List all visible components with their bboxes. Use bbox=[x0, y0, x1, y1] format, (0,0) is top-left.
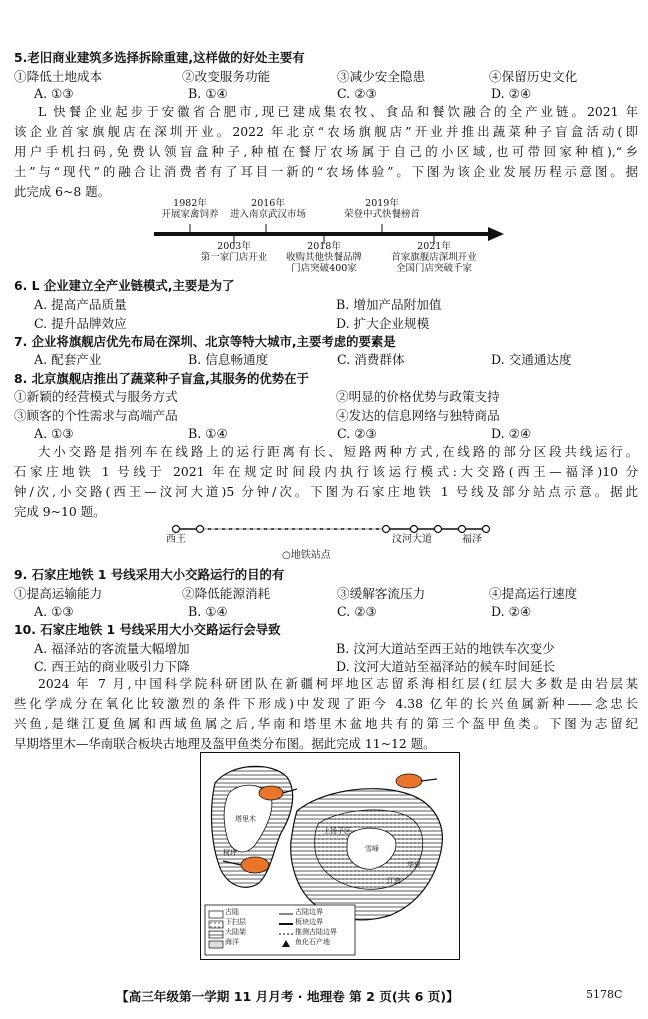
q8-options-row2 bbox=[14, 406, 638, 425]
map-legend-labels bbox=[225, 907, 365, 955]
legend-swatch-ocean bbox=[209, 941, 223, 948]
station-wenhe-avenue: 汶河大道 bbox=[392, 534, 432, 545]
timeline-year: 2021年 bbox=[417, 241, 451, 252]
q10-choice-a: A. 福泽站的客流量大幅增加 bbox=[34, 641, 190, 656]
timeline-event-text: 荣登中式快餐榜首 bbox=[343, 209, 420, 220]
passage-3-line: 些化学成分在氧化比较激烈的条件下形成)中发现了距今 4.38 亿年的长兴鱼属新种——念忠长 bbox=[14, 696, 638, 711]
q6-choices-row1 bbox=[14, 295, 638, 314]
q5-choice-b: B. ①④ bbox=[188, 86, 228, 101]
q7-choice-d: D. 交通通达度 bbox=[491, 352, 572, 367]
timeline-year: 2019年 bbox=[365, 198, 399, 209]
q10-choice-d: D. 汶河大道站至福泽站的候车时间延长 bbox=[336, 659, 556, 674]
q8-choices bbox=[14, 424, 638, 443]
timeline-event-2003 bbox=[194, 241, 274, 263]
q6-choice-c: C. 提升品牌效应 bbox=[34, 316, 127, 331]
passage-1-line: L 快餐企业起步于安徽省合肥市,现已建成集农牧、食品和餐饮融合的全产业链。2021 年 bbox=[38, 104, 638, 119]
legend-label-shelf: 大陆架 bbox=[225, 928, 246, 936]
q8-option-2: ②明显的价格优势与政策支持 bbox=[336, 389, 500, 404]
company-timeline-figure bbox=[150, 196, 510, 274]
metro-line-figure bbox=[164, 520, 494, 566]
passage-1-line: 该企业首家旗舰店在深圳开业。2022 年北京“农场旗舰店”开业并推出蔬菜种子盲盒活动(即 bbox=[14, 124, 638, 139]
timeline-year: 2018年 bbox=[307, 241, 341, 252]
q10-choice-c: C. 西王站的商业吸引力下降 bbox=[34, 659, 190, 674]
q5-choice-d: D. ②④ bbox=[491, 86, 532, 101]
timeline-event-text: 全国门店突破千家 bbox=[395, 263, 472, 274]
q5-stem: 5.老旧商业建筑多选择拆除重建,这样做的好处主要有 bbox=[14, 50, 305, 65]
passage-1-line: 土”与“现代”的融合让消费者有了耳目一新的“农场体验”。下图为该企业发展历程示意图。据 bbox=[14, 164, 638, 179]
q6-choice-b: B. 增加产品附加值 bbox=[336, 297, 442, 312]
passage-1 bbox=[14, 102, 638, 202]
timeline-event-2016 bbox=[226, 198, 310, 220]
passage-2-line: 钟/次,小交路(西王—汶河大道)5 分钟/次。下图为石家庄地铁 1 号线及部分站点示意。据此 bbox=[14, 484, 638, 499]
place-label-jiangnan: 江南 bbox=[387, 877, 401, 885]
q5-choice-a: A. ①③ bbox=[34, 86, 74, 101]
q6-stem: 6. L 企业建立全产业链模式,主要是为了 bbox=[14, 278, 235, 293]
q8-choice-b: B. ①④ bbox=[188, 426, 228, 441]
legend-swatch-old-land bbox=[209, 911, 223, 918]
q6-choice-a: A. 提高产品质量 bbox=[34, 297, 127, 312]
place-label-keping: 柯坪 bbox=[223, 849, 237, 857]
q8-option-3: ③顾客的个性需求与高端产品 bbox=[14, 408, 178, 423]
q10-choices-row1 bbox=[14, 639, 638, 658]
q8-option-4: ④发达的信息网络与独特商品 bbox=[336, 408, 500, 423]
timeline-event-text: 收购其他快餐品牌 bbox=[285, 252, 362, 263]
q9-stem: 9. 石家庄地铁 1 号线采用大小交路运行的目的有 bbox=[14, 567, 285, 582]
q7-stem: 7. 企业将旗舰店优先布局在深圳、北京等特大城市,主要考虑的要素是 bbox=[14, 334, 396, 349]
q8-stem: 8. 北京旗舰店推出了蔬菜种子盲盒,其服务的优势在于 bbox=[14, 371, 309, 386]
legend-label-inferred-boundary: 推测古陆边界 bbox=[295, 928, 337, 936]
passage-2-line: 完成 9~10 题。 bbox=[14, 504, 106, 519]
q5-option-4: ④保留历史文化 bbox=[489, 69, 578, 84]
legend-label-lower-layer: 下扫层 bbox=[225, 918, 246, 926]
paper-code: 5178C bbox=[586, 988, 623, 1001]
timeline-event-1982 bbox=[150, 198, 230, 220]
page-footer: 【高三年级第一学期 11 月月考 · 地理卷 第 2 页(共 6 页)】 bbox=[116, 989, 459, 1004]
q9-choice-a: A. ①③ bbox=[34, 604, 74, 619]
q9-option-2: ②降低能源消耗 bbox=[182, 586, 271, 601]
place-label-upper-yangtze: 上扬子区 bbox=[323, 827, 351, 835]
passage-2-line: 大小交路是指列车在线路上的运行距离有长、短路两种方式,在线路的部分区段共线运行。 bbox=[38, 444, 638, 459]
timeline-year: 2016年 bbox=[251, 198, 285, 209]
timeline-event-text: 进入南京武汉市场 bbox=[229, 209, 306, 220]
passage-2 bbox=[14, 442, 638, 522]
passage-1-line: 用户手机扫码,免费认领盲盒种子,种植在餐厅农场属于自己的小区域,也可带回家种植),“乡 bbox=[14, 144, 638, 159]
q5-option-1: ①降低土地成本 bbox=[14, 69, 103, 84]
q5-option-3: ③减少安全隐患 bbox=[337, 69, 426, 84]
legend-label-ocean: 海洋 bbox=[225, 938, 239, 946]
q9-option-4: ④提高运行速度 bbox=[489, 586, 578, 601]
q8-choice-a: A. ①③ bbox=[34, 426, 74, 441]
legend-label-plate-boundary: 板块边界 bbox=[295, 918, 323, 926]
q9-choice-b: B. ①④ bbox=[188, 604, 228, 619]
q5-choice-c: C. ②③ bbox=[337, 86, 377, 101]
q8-options-row1 bbox=[14, 387, 638, 406]
q7-choice-a: A. 配套产业 bbox=[34, 352, 102, 367]
timeline-event-text: 门店突破400家 bbox=[291, 263, 357, 274]
q9-choices bbox=[14, 602, 638, 621]
legend-label-old-land-boundary: 古陆边界 bbox=[295, 908, 323, 916]
place-label-cathaysia: 华夏 bbox=[407, 861, 421, 869]
q7-choice-c: C. 消费群体 bbox=[337, 352, 405, 367]
metro-line-diagram bbox=[164, 520, 494, 540]
timeline-year: 2003年 bbox=[217, 241, 251, 252]
passage-3-line: 兴鱼,是继江夏鱼属和西域鱼属之后,华南和塔里木盆地共有的第三个盔甲鱼类。下图为志留纪 bbox=[14, 716, 638, 731]
timeline-event-2019 bbox=[340, 198, 424, 220]
q7-choice-b: B. 信息畅通度 bbox=[188, 352, 269, 367]
passage-3 bbox=[14, 674, 638, 754]
q5-option-2: ②改变服务功能 bbox=[182, 69, 271, 84]
place-label-tarim: 塔里木 bbox=[235, 815, 256, 823]
passage-2-line: 石家庄地铁 1 号线于 2021 年在规定时间段内执行该运行模式:大交路(西王—福泽)10 分 bbox=[14, 464, 638, 479]
legend-label-old-land: 古陆 bbox=[225, 908, 239, 916]
q10-stem: 10. 石家庄地铁 1 号线采用大小交路运行会导致 bbox=[14, 622, 281, 637]
legend-swatch-shelf bbox=[209, 931, 223, 938]
q9-options bbox=[14, 584, 638, 603]
q6-choice-d: D. 扩大企业规模 bbox=[336, 316, 430, 331]
q8-choice-d: D. ②④ bbox=[491, 426, 532, 441]
q10-choice-b: B. 汶河大道站至西王站的地铁车次变少 bbox=[336, 641, 555, 656]
timeline-event-2018 bbox=[278, 241, 370, 274]
station-xiwang: 西王 bbox=[166, 534, 186, 545]
q8-option-1: ①新颖的经营模式与服务方式 bbox=[14, 389, 178, 404]
legend-label-fossil-site: 鱼化石产地 bbox=[295, 938, 330, 946]
station-fuze: 福泽 bbox=[462, 534, 482, 545]
passage-1-line: 此完成 6~8 题。 bbox=[14, 184, 110, 199]
paleogeography-map bbox=[200, 752, 460, 960]
timeline-event-text: 开展家禽饲养 bbox=[161, 209, 219, 220]
q6-choices-row2 bbox=[14, 314, 638, 333]
timeline-event-2021 bbox=[386, 241, 482, 274]
map-place-labels bbox=[201, 753, 459, 903]
q9-choice-d: D. ②④ bbox=[491, 604, 532, 619]
timeline-event-text: 首家旗舰店深圳开业 bbox=[391, 252, 477, 263]
metro-legend: ○地铁站点 bbox=[282, 550, 331, 561]
q7-choices bbox=[14, 350, 638, 369]
legend-swatch-lower-layer bbox=[209, 921, 223, 928]
passage-3-line: 早期塔里木—华南联合板块古地理及盔甲鱼类分布图。据此完成 11~12 题。 bbox=[14, 736, 436, 751]
q9-choice-c: C. ②③ bbox=[337, 604, 377, 619]
q9-option-3: ③缓解客流压力 bbox=[337, 586, 426, 601]
q9-option-1: ①提高运输能力 bbox=[14, 586, 103, 601]
q5-choices bbox=[14, 84, 638, 103]
passage-3-line: 2024 年 7 月,中国科学院科研团队在新疆柯坪地区志留系海相红层(红层大多数是由岩层某 bbox=[38, 676, 638, 691]
timeline-event-text: 第一家门店开业 bbox=[200, 252, 268, 263]
q8-choice-c: C. ②③ bbox=[337, 426, 377, 441]
timeline-year: 1982年 bbox=[173, 198, 207, 209]
place-label-xuefeng: 雪峰 bbox=[365, 845, 379, 853]
